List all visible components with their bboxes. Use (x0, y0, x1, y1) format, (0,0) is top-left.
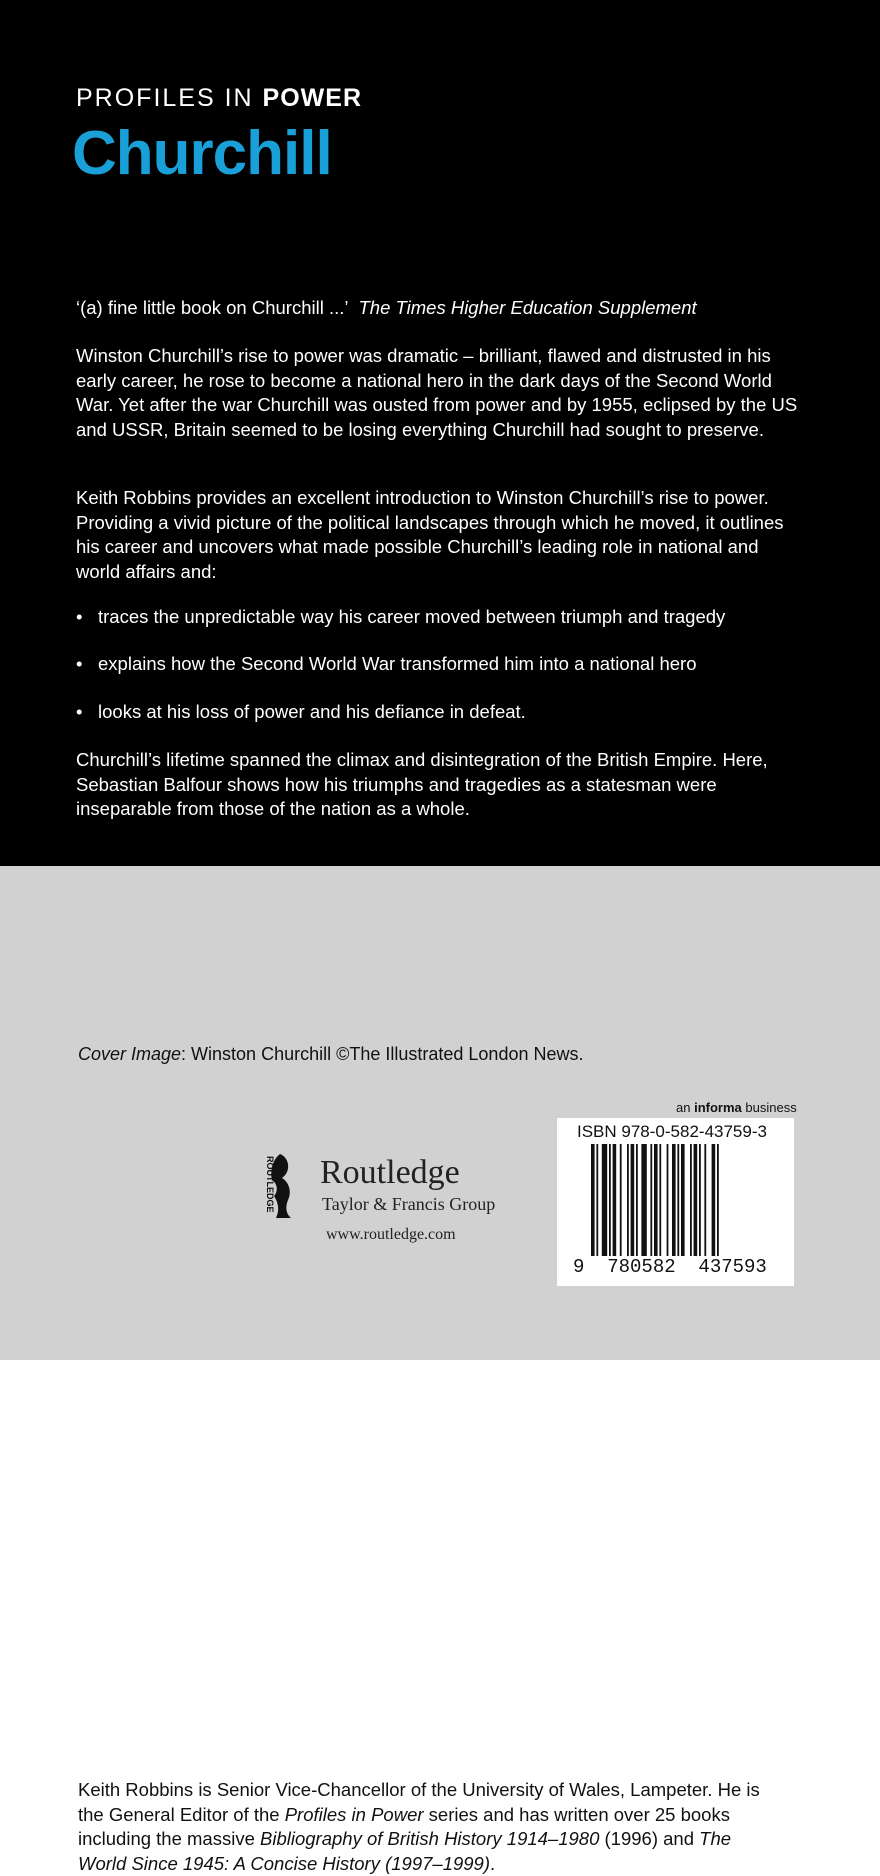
barcode-bar (699, 1144, 701, 1256)
informa-tagline: an informa business (676, 1100, 797, 1115)
cover-top-panel (0, 0, 880, 866)
bullet-item: • explains how the Second World War transformed him into a national hero (76, 652, 696, 677)
logo-text: ROUTLEDGE (265, 1156, 275, 1213)
bullet-icon: • (76, 701, 83, 722)
publisher-url[interactable]: www.routledge.com (326, 1226, 456, 1243)
barcode-bar (609, 1144, 611, 1256)
barcode-bar (613, 1144, 617, 1256)
barcode-digits: 9 780582 437593 (573, 1256, 767, 1278)
publisher-name: Routledge (320, 1154, 460, 1191)
barcode-bar (712, 1144, 716, 1256)
barcode-bars (591, 1144, 761, 1256)
barcode-bar (659, 1144, 661, 1256)
publisher-group: Taylor & Francis Group (322, 1194, 496, 1214)
barcode-bar (620, 1144, 622, 1256)
barcode-bar (667, 1144, 669, 1256)
isbn-barcode (557, 1118, 794, 1286)
closing-paragraph: Churchill’s lifetime spanned the climax and disintegration of the British Empire. Here, Sebastian Balfour shows how his triumphs and tragedies as a statesman were inseparable from those of the nation as a whole. (76, 749, 768, 819)
barcode-bar (704, 1144, 706, 1256)
author-bio: Keith Robbins is Senior Vice-Chancellor of the University of Wales, Lampeter. He is the General Editor of the Profiles in Power series and has written over 25 books including the massive Bibliography of British History 1914–1980 (1996) and The World Since 1945: A Concise History (1997–1999). (78, 1779, 760, 1874)
bullet-item: • traces the unpredictable way his career moved between triumph and tragedy (76, 605, 725, 630)
cover-image-credit: Cover Image: Winston Churchill ©The Illustrated London News. (78, 1044, 584, 1064)
barcode-bar (641, 1144, 646, 1256)
review-quote: ‘(a) fine little book on Churchill ...’ The Times Higher Education Supplement (76, 297, 697, 318)
barcode-bar (596, 1144, 598, 1256)
barcode-bar (650, 1144, 652, 1256)
barcode-bar (636, 1144, 638, 1256)
routledge-logo-icon (262, 1152, 292, 1220)
barcode-bar (654, 1144, 658, 1256)
barcode-bar (631, 1144, 635, 1256)
blurb-paragraph-2: Keith Robbins provides an excellent introduction to Winston Churchill’s rise to power. Providing a vivid picture of the political landscapes through which he moved, it outlines his career and uncovers what made possible Churchill’s leading role in national and world affairs and: (76, 487, 784, 582)
barcode-bar (627, 1144, 629, 1256)
barcode-bar (591, 1144, 595, 1256)
barcode-bar (602, 1144, 607, 1256)
series-label: PROFILES IN POWER (76, 84, 362, 112)
barcode-bar (717, 1144, 719, 1256)
blurb-paragraph-1: Winston Churchill’s rise to power was dramatic – brilliant, flawed and distrusted in his early career, he rose to become a national hero in the dark days of the Second World War. Yet after the war Churchill was ousted from power and by 1955, eclipsed by the US and USSR, Britain seemed to be losing everything Churchill had sought to preserve. (76, 345, 798, 440)
barcode-bar (690, 1144, 692, 1256)
bullet-item: • looks at his loss of power and his defiance in defeat. (76, 700, 526, 725)
barcode-bar (694, 1144, 698, 1256)
barcode-bar (681, 1144, 685, 1256)
book-title: Churchill (72, 119, 332, 188)
bullet-icon: • (76, 606, 83, 627)
barcode-bar (672, 1144, 676, 1256)
isbn-text: ISBN 978-0-582-43759-3 (577, 1122, 767, 1141)
bullet-icon: • (76, 653, 83, 674)
barcode-bar (677, 1144, 679, 1256)
